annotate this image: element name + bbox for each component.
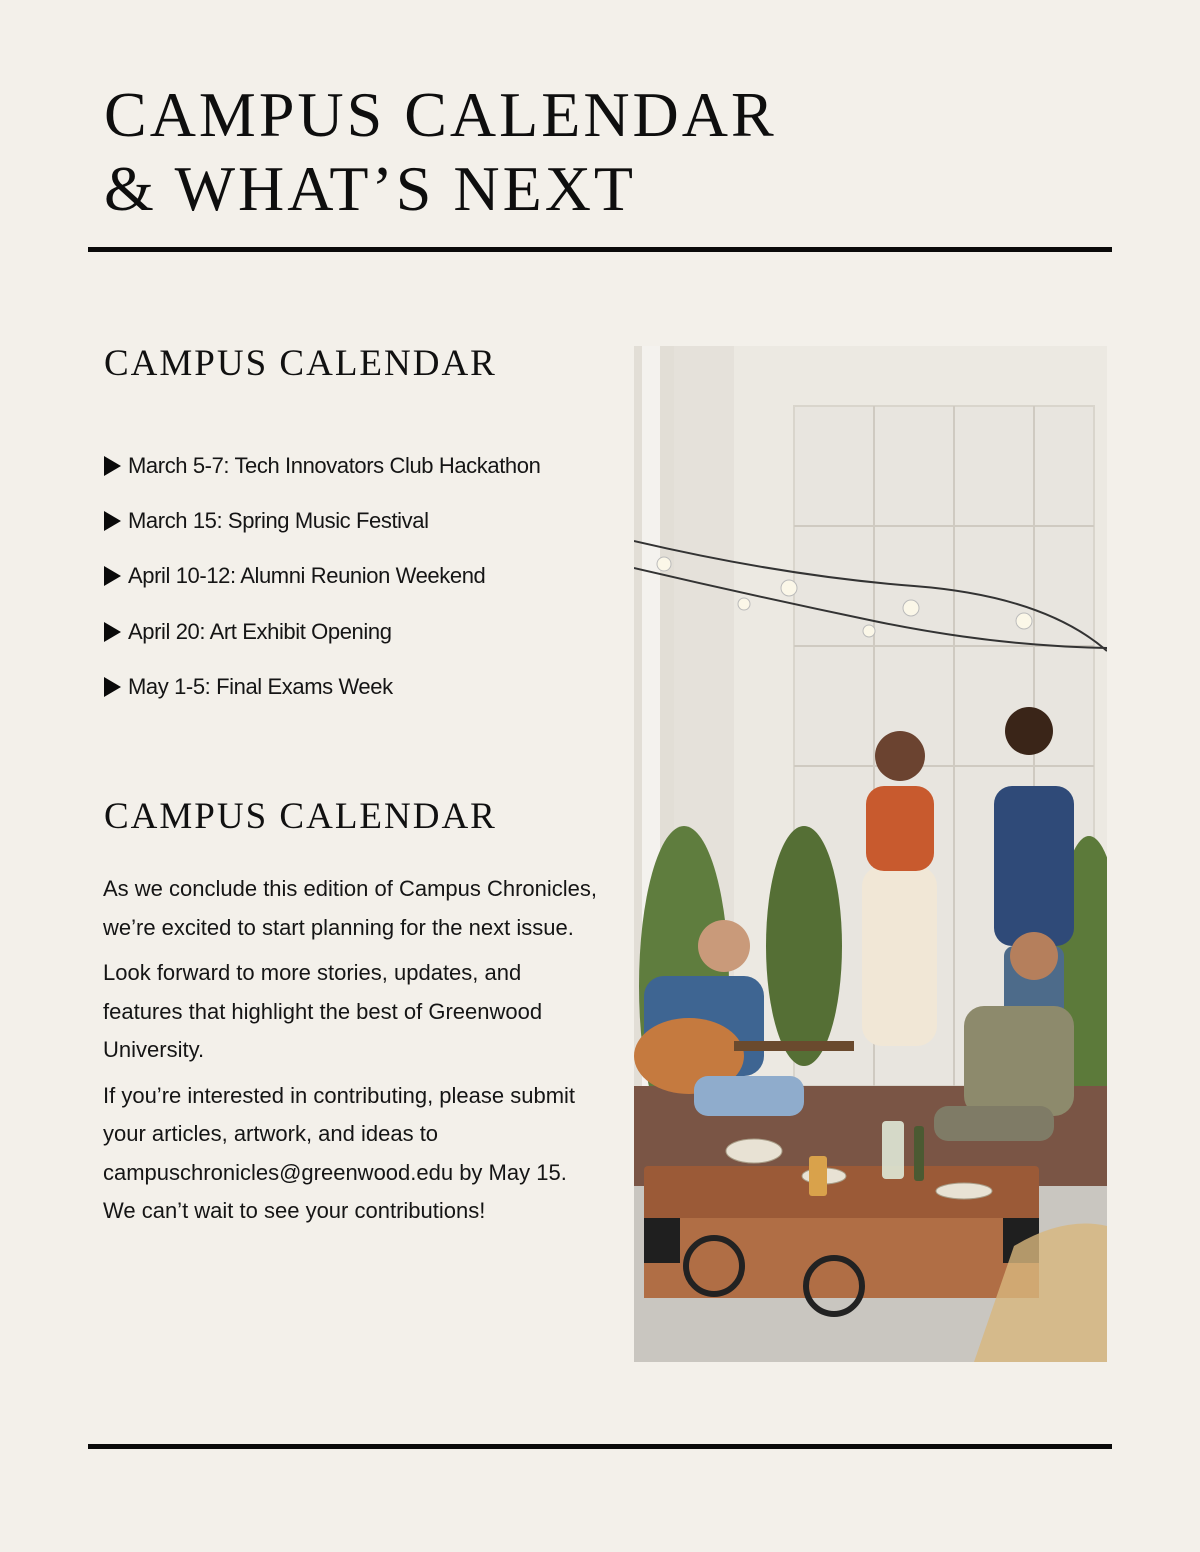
paragraph: If you’re interested in contributing, please submit your articles, artwork, and ideas to campuschronicles@greenwood.edu by May 15. We can’t wait to see your contributions! <box>103 1082 576 1223</box>
play-arrow-icon <box>104 566 121 586</box>
whats-next-body <box>103 870 603 1238</box>
play-arrow-icon <box>104 677 121 697</box>
play-arrow-icon <box>104 511 121 531</box>
event-text: March 15: Spring Music Festival <box>128 507 429 533</box>
calendar-heading: CAMPUS CALENDAR <box>104 343 497 384</box>
page-title-line-1: CAMPUS CALENDAR <box>104 79 777 150</box>
page-title <box>104 78 1004 226</box>
play-arrow-icon <box>104 622 121 642</box>
top-divider <box>88 247 1112 252</box>
event-list <box>104 438 540 714</box>
event-text: March 5-7: Tech Innovators Club Hackathon <box>128 452 541 478</box>
paragraph: Look forward to more stories, updates, and features that highlight the best of Greenwood University. <box>103 960 543 1062</box>
event-item <box>104 549 540 604</box>
event-text: April 10-12: Alumni Reunion Weekend <box>128 563 486 589</box>
bottom-divider <box>88 1444 1112 1449</box>
photo-illustration <box>634 346 1107 1362</box>
play-arrow-icon <box>104 456 121 476</box>
event-item <box>104 493 540 548</box>
event-item <box>104 604 540 659</box>
event-text: May 1-5: Final Exams Week <box>128 673 393 699</box>
event-item <box>104 659 540 714</box>
page-title-line-2: & WHAT’S NEXT <box>104 153 636 224</box>
outdoor-party-photo <box>634 346 1107 1362</box>
paragraph: As we conclude this edition of Campus Chronicles, we’re excited to start planning for the next issue. <box>103 876 598 940</box>
event-text: April 20: Art Exhibit Opening <box>128 618 392 644</box>
event-item <box>104 438 540 493</box>
whats-next-heading: CAMPUS CALENDAR <box>104 796 497 837</box>
